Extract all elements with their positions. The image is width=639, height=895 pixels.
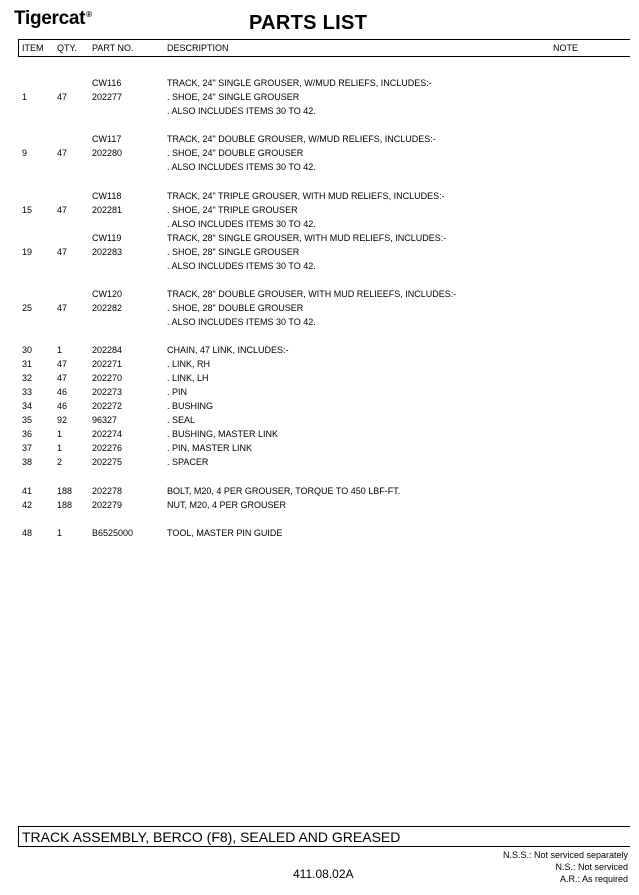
cell-part-no: 202279 <box>92 500 123 510</box>
cell-description: . ALSO INCLUDES ITEMS 30 TO 42. <box>167 106 316 116</box>
table-row <box>0 288 639 301</box>
table-row <box>0 527 639 540</box>
table-row <box>0 485 639 498</box>
cell-description: TRACK, 24" DOUBLE GROUSER, W/MUD RELIEFS, INCLUDES:- <box>167 134 436 144</box>
cell-description: . BUSHING <box>167 401 214 411</box>
cell-part-no: CW116 <box>92 78 122 88</box>
table-row <box>0 428 639 441</box>
registered-mark: ® <box>86 10 92 19</box>
legend-line: A.R.: As required <box>559 874 628 884</box>
tigercat-logo <box>14 8 92 30</box>
assembly-title: TRACK ASSEMBLY, BERCO (F8), SEALED AND GREASED <box>22 829 401 845</box>
cell-description: . SEAL <box>167 415 196 425</box>
cell-description: TRACK, 24" TRIPLE GROUSER, WITH MUD RELIEFS, INCLUDES:- <box>167 191 445 201</box>
table-row <box>0 161 639 174</box>
cell-qty: 47 <box>57 359 68 369</box>
cell-item: 36 <box>22 429 33 439</box>
cell-qty: 47 <box>57 205 68 215</box>
cell-qty: 1 <box>57 429 63 439</box>
table-row <box>0 442 639 455</box>
header-qty: QTY. <box>57 43 77 53</box>
header-note: NOTE <box>553 43 579 53</box>
cell-description: . SHOE, 24" SINGLE GROUSER <box>167 92 300 102</box>
cell-description: . SHOE, 28" DOUBLE GROUSER <box>167 303 304 313</box>
cell-qty: 1 <box>57 345 63 355</box>
cell-description: TRACK, 24" SINGLE GROUSER, W/MUD RELIEFS, INCLUDES:- <box>167 78 432 88</box>
cell-qty: 46 <box>57 387 68 397</box>
cell-part-no: 202278 <box>92 486 123 496</box>
cell-part-no: 202277 <box>92 92 123 102</box>
table-row <box>0 232 639 245</box>
cell-qty: 92 <box>57 415 68 425</box>
document-number: 411.08.02A <box>293 867 354 881</box>
cell-item: 38 <box>22 457 33 467</box>
cell-part-no: B6525000 <box>92 528 134 538</box>
table-row <box>0 414 639 427</box>
table-row <box>0 316 639 329</box>
cell-description: . LINK, LH <box>167 373 209 383</box>
header-part-no: PART NO. <box>92 43 134 53</box>
cell-part-no: 202280 <box>92 148 123 158</box>
table-row <box>0 190 639 203</box>
cell-qty: 188 <box>57 486 73 496</box>
cell-part-no: CW117 <box>92 134 122 144</box>
legend-line: N.S.S.: Not serviced separately <box>502 850 628 860</box>
cell-description: . PIN, MASTER LINK <box>167 443 253 453</box>
cell-item: 19 <box>22 247 33 257</box>
cell-item: 34 <box>22 401 33 411</box>
page-title: PARTS LIST <box>249 12 368 34</box>
cell-part-no: 202284 <box>92 345 123 355</box>
brand-name: Tigercat <box>14 8 86 29</box>
cell-description: BOLT, M20, 4 PER GROUSER, TORQUE TO 450 LBF-FT. <box>167 486 401 496</box>
cell-item: 41 <box>22 486 33 496</box>
cell-qty: 46 <box>57 401 68 411</box>
cell-qty: 47 <box>57 303 68 313</box>
cell-description: . ALSO INCLUDES ITEMS 30 TO 42. <box>167 162 316 172</box>
table-row <box>0 456 639 469</box>
table-row <box>0 358 639 371</box>
abbreviation-legend <box>503 849 628 885</box>
cell-item: 30 <box>22 345 33 355</box>
table-row <box>0 499 639 512</box>
cell-part-no: 202276 <box>92 443 123 453</box>
cell-description: . SPACER <box>167 457 209 467</box>
cell-description: TOOL, MASTER PIN GUIDE <box>167 528 283 538</box>
cell-description: . BUSHING, MASTER LINK <box>167 429 279 439</box>
cell-part-no: CW120 <box>92 289 123 299</box>
header-description: DESCRIPTION <box>167 43 229 53</box>
cell-qty: 47 <box>57 148 68 158</box>
table-row <box>0 204 639 217</box>
cell-qty: 188 <box>57 500 73 510</box>
cell-item: 15 <box>22 205 33 215</box>
cell-part-no: 202281 <box>92 205 123 215</box>
table-header <box>18 39 630 57</box>
cell-qty: 47 <box>57 92 68 102</box>
parts-table <box>0 57 639 817</box>
cell-description: . SHOE, 28" SINGLE GROUSER <box>167 247 300 257</box>
table-row <box>0 372 639 385</box>
cell-description: NUT, M20, 4 PER GROUSER <box>167 500 287 510</box>
table-row <box>0 302 639 315</box>
table-row <box>0 386 639 399</box>
cell-item: 9 <box>22 148 28 158</box>
cell-description: . ALSO INCLUDES ITEMS 30 TO 42. <box>167 219 316 229</box>
cell-part-no: 96327 <box>92 415 118 425</box>
cell-qty: 47 <box>57 373 68 383</box>
cell-part-no: 202270 <box>92 373 123 383</box>
table-row <box>0 147 639 160</box>
table-row <box>0 133 639 146</box>
cell-qty: 2 <box>57 457 63 467</box>
cell-description: . ALSO INCLUDES ITEMS 30 TO 42. <box>167 317 316 327</box>
cell-description: CHAIN, 47 LINK, INCLUDES:- <box>167 345 289 355</box>
cell-qty: 1 <box>57 443 63 453</box>
header-item: ITEM <box>22 43 44 53</box>
cell-description: TRACK, 28" SINGLE GROUSER, WITH MUD RELIEFS, INCLUDES:- <box>167 233 447 243</box>
cell-part-no: 202274 <box>92 429 123 439</box>
table-row <box>0 344 639 357</box>
cell-description: . SHOE, 24" TRIPLE GROUSER <box>167 205 298 215</box>
table-row <box>0 77 639 90</box>
table-row <box>0 91 639 104</box>
cell-item: 32 <box>22 373 33 383</box>
cell-part-no: 202273 <box>92 387 123 397</box>
cell-part-no: 202272 <box>92 401 123 411</box>
cell-part-no: CW119 <box>92 233 122 243</box>
cell-item: 33 <box>22 387 33 397</box>
cell-item: 42 <box>22 500 33 510</box>
cell-part-no: 202275 <box>92 457 123 467</box>
cell-part-no: 202283 <box>92 247 123 257</box>
table-row <box>0 400 639 413</box>
cell-item: 48 <box>22 528 33 538</box>
cell-description: . SHOE, 24" DOUBLE GROUSER <box>167 148 304 158</box>
assembly-title-box <box>18 826 630 847</box>
cell-description: . ALSO INCLUDES ITEMS 30 TO 42. <box>167 261 316 271</box>
cell-item: 35 <box>22 415 33 425</box>
cell-description: TRACK, 28" DOUBLE GROUSER, WITH MUD RELIEEFS, INCLUDES:- <box>167 289 457 299</box>
table-row <box>0 218 639 231</box>
cell-item: 37 <box>22 443 33 453</box>
cell-part-no: 202271 <box>92 359 123 369</box>
cell-part-no: CW118 <box>92 191 122 201</box>
cell-item: 31 <box>22 359 33 369</box>
table-row <box>0 105 639 118</box>
legend-line: N.S.: Not serviced <box>555 862 628 872</box>
cell-description: . PIN <box>167 387 188 397</box>
cell-qty: 1 <box>57 528 63 538</box>
table-row <box>0 260 639 273</box>
cell-part-no: 202282 <box>92 303 123 313</box>
cell-description: . LINK, RH <box>167 359 211 369</box>
cell-qty: 47 <box>57 247 68 257</box>
cell-item: 25 <box>22 303 33 313</box>
cell-item: 1 <box>22 92 28 102</box>
table-row <box>0 246 639 259</box>
